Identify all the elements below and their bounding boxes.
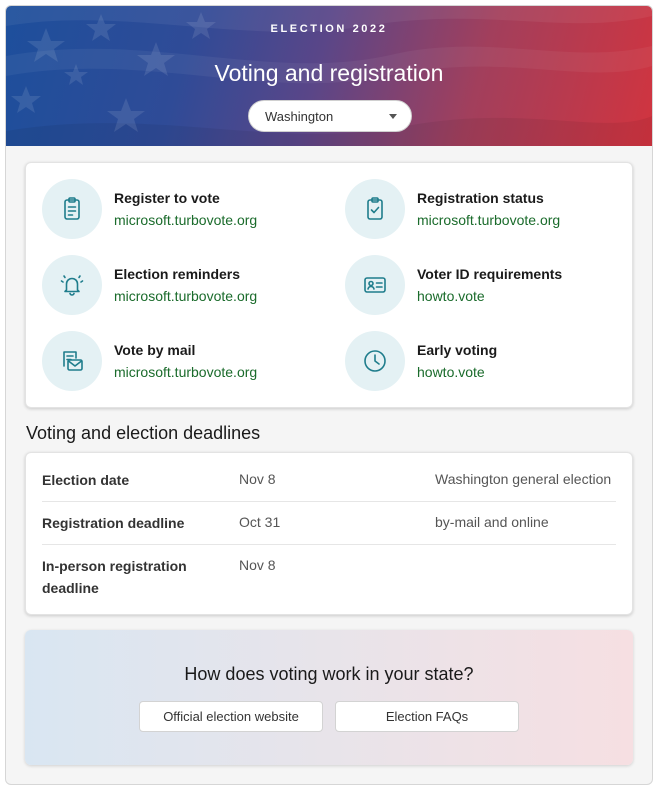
hero-banner — [6, 6, 652, 146]
table-row — [42, 554, 616, 598]
voter-id-requirements-link[interactable] — [345, 255, 562, 315]
link-title: Register to vote — [114, 190, 220, 206]
deadline-label: Election date — [42, 472, 130, 488]
clipboard-list-icon — [58, 195, 86, 223]
early-voting-link[interactable] — [345, 331, 497, 391]
table-row — [42, 468, 616, 490]
link-title: Voter ID requirements — [417, 266, 563, 282]
link-title: Early voting — [417, 342, 498, 358]
table-row — [42, 511, 616, 533]
state-voting-question: How does voting work in your state? — [184, 664, 474, 684]
election-year-label: ELECTION 2022 — [270, 23, 388, 35]
state-voting-info-card — [25, 630, 633, 765]
row-divider — [42, 544, 616, 545]
deadlines-table — [25, 452, 633, 615]
deadline-date: Nov 8 — [239, 557, 276, 573]
link-url[interactable]: microsoft.turbovote.org — [114, 288, 258, 304]
link-url[interactable]: microsoft.turbovote.org — [114, 364, 258, 380]
voting-links-card — [25, 162, 633, 408]
deadline-note: Washington general election — [435, 471, 612, 487]
chevron-down-icon — [389, 114, 397, 119]
deadline-label: In-person registration deadline — [42, 558, 187, 596]
deadline-note: by-mail and online — [435, 514, 549, 530]
clock-icon — [361, 347, 389, 375]
deadline-date: Nov 8 — [239, 471, 276, 487]
official-election-website-button[interactable]: Official election website — [139, 701, 323, 732]
election-widget — [5, 5, 653, 785]
registration-status-link[interactable] — [345, 179, 560, 239]
link-url[interactable]: microsoft.turbovote.org — [114, 212, 258, 228]
link-url[interactable]: microsoft.turbovote.org — [417, 212, 561, 228]
election-reminders-link[interactable] — [42, 255, 257, 315]
link-title: Election reminders — [114, 266, 241, 282]
bell-ringing-icon — [58, 271, 86, 299]
deadlines-section-title: Voting and election deadlines — [26, 423, 261, 443]
clipboard-check-icon — [361, 195, 389, 223]
election-faqs-button[interactable]: Election FAQs — [335, 701, 519, 732]
state-dropdown-value: Washington — [265, 108, 334, 124]
row-divider — [42, 501, 616, 502]
vote-by-mail-link[interactable] — [42, 331, 257, 391]
register-to-vote-link[interactable] — [42, 179, 257, 239]
deadline-date: Oct 31 — [239, 514, 281, 530]
deadline-label: Registration deadline — [42, 515, 185, 531]
page-title: Voting and registration — [214, 60, 444, 86]
link-title: Vote by mail — [114, 342, 196, 358]
link-url[interactable]: howto.vote — [417, 364, 485, 380]
mail-ballot-icon — [58, 347, 86, 375]
link-title: Registration status — [417, 190, 544, 206]
link-url[interactable]: howto.vote — [417, 288, 485, 304]
id-card-icon — [361, 271, 389, 299]
state-dropdown[interactable] — [248, 100, 412, 132]
